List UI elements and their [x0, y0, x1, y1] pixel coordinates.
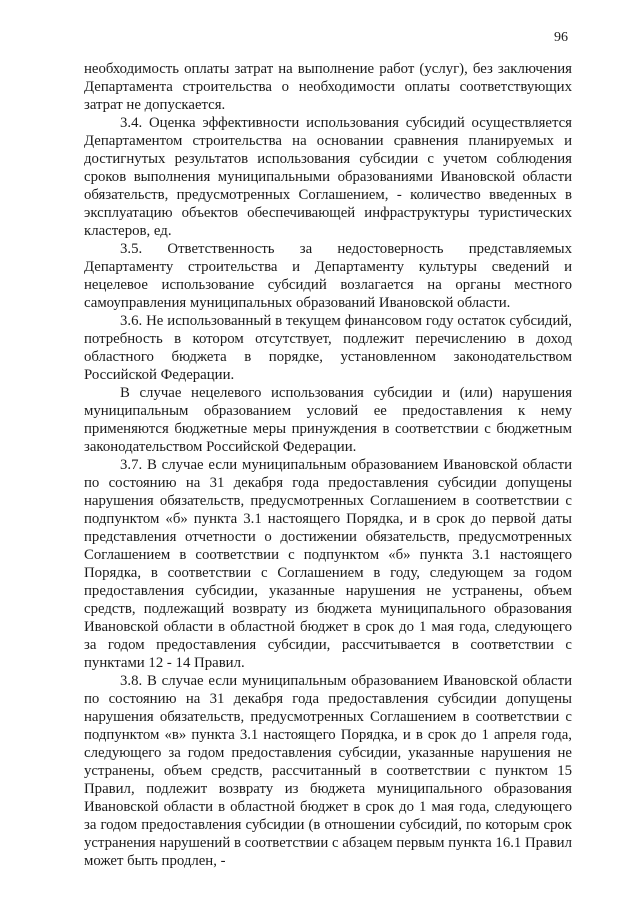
document-body: [84, 60, 572, 870]
paragraph-3-7: 3.7. В случае если муниципальным образованием Ивановской области по состоянию на 31 декабря года предоставления субсидии допущены нарушения обязательств, предусмотренных Соглашением в соответствии с подпунктом «б» пункта 3.1 настоящего Порядка, и в срок до первой даты представления отчетности о достижении обязательств, предусмотренных Соглашением в соответствии с подпунктом «б» пункта 3.1 настоящего Порядка, в соответствии с Соглашением в году, следующем за годом предоставления субсидии, указанные нарушения не устранены, объем средств, подлежащий возврату из бюджета муниципального образования Ивановской области в областной бюджет в срок до 1 мая года, следующего за годом предоставления субсидии, рассчитывается в соответствии с пунктами 12 - 14 Правил.: [84, 457, 572, 671]
paragraph-3-6: 3.6. Не использованный в текущем финансовом году остаток субсидий, потребность в котором отсутствует, подлежит перечислению в доход областного бюджета в порядке, установленном законодательством Российской Федерации.: [84, 313, 572, 383]
paragraph-3-8: 3.8. В случае если муниципальным образованием Ивановской области по состоянию на 31 декабря года предоставления субсидии допущены нарушения обязательств, предусмотренных Соглашением в соответствии с подпунктом «в» пункта 3.1 настоящего Порядка, и в срок до 1 апреля года, следующего за годом предоставления субсидии, указанные нарушения не устранены, объем средств, рассчитанный в соответствии с пунктом 15 Правил, подлежит возврату из бюджета муниципального образования Ивановской области в областной бюджет в срок до 1 мая года, следующего за годом предоставления субсидии (в отношении субсидий, по которым срок устранения нарушений в соответствии с абзацем первым пункта 16.1 Правил может быть продлен, -: [84, 673, 572, 869]
paragraph-continuation: необходимость оплаты затрат на выполнение работ (услуг), без заключения Департамента строительства о необходимости оплаты соответствующих затрат не допускается.: [84, 61, 572, 113]
paragraph-misuse: В случае нецелевого использования субсидии и (или) нарушения муниципальным образованием условий ее предоставления к нему применяются бюджетные меры принуждения в соответствии с бюджетным законодательством Российской Федерации.: [84, 385, 572, 455]
paragraph-3-4: 3.4. Оценка эффективности использования субсидий осуществляется Департаментом строительства на основании сравнения планируемых и достигнутых результатов использования субсидии с учетом соблюдения сроков выполнения муниципальными образованиями Ивановской области обязательств, предусмотренных Соглашением, - количество введенных в эксплуатацию объектов обеспечивающей инфраструктуры туристических кластеров, ед.: [84, 115, 572, 239]
paragraph-3-5: 3.5. Ответственность за недостоверность представляемых Департаменту строительства и Департаменту культуры сведений и нецелевое использование субсидий возлагается на органы местного самоуправления муниципальных образований Ивановской области.: [84, 241, 572, 311]
page-number: 96: [554, 30, 568, 45]
